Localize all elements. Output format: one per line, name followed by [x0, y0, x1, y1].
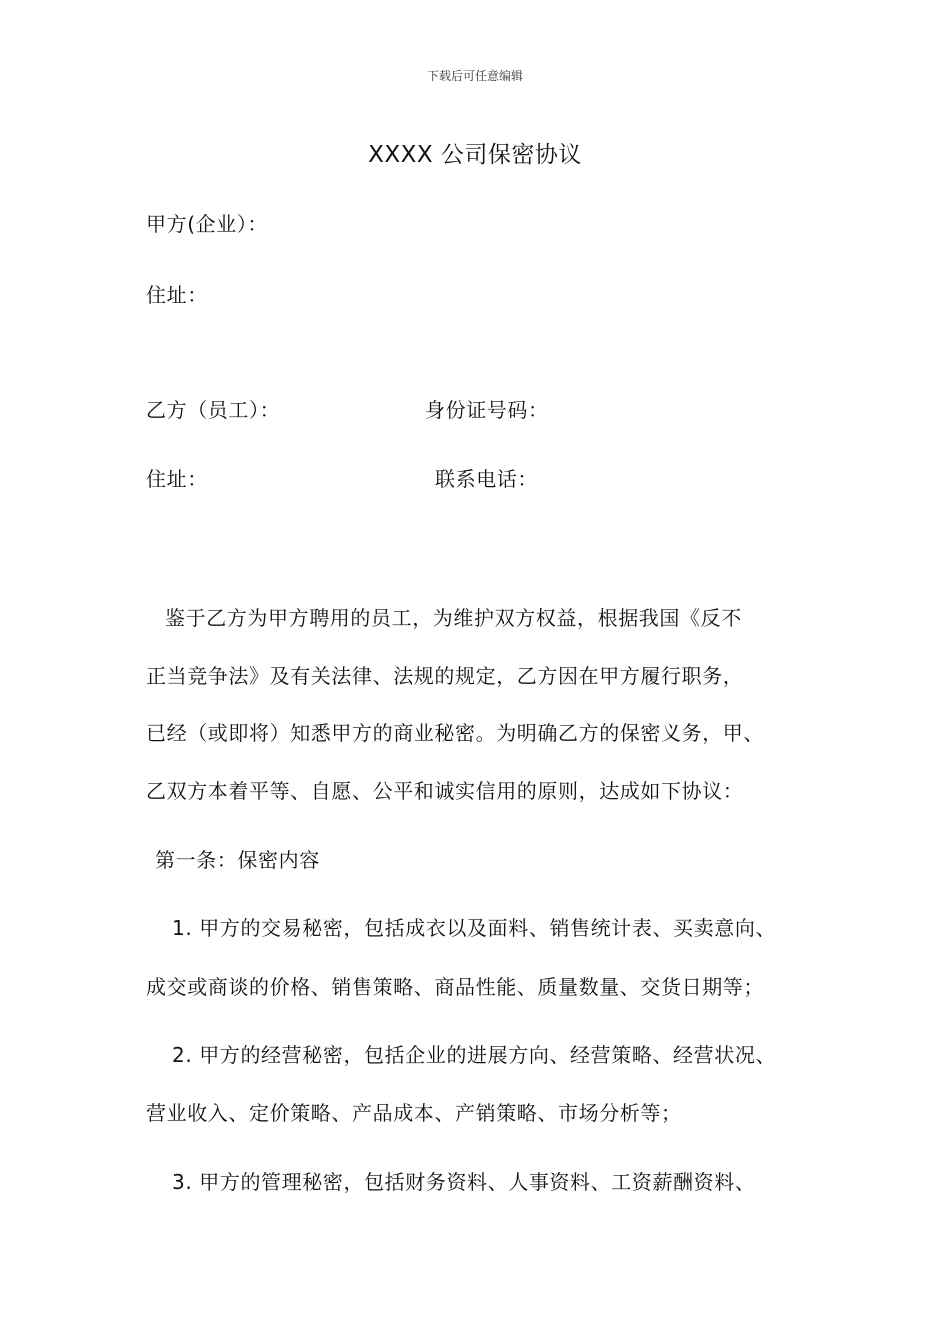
- preamble-line: 已经（或即将）知悉甲方的商业秘密。为明确乙方的保密义务，甲、: [146, 721, 764, 745]
- preamble-line: 正当竞争法》及有关法律、法规的规定，乙方因在甲方履行职务，: [146, 664, 744, 688]
- party-b-id-label: 身份证号码：: [425, 398, 549, 422]
- list-item-line: 2. 甲方的经营秘密，包括企业的进展方向、经营策略、经营状况、: [172, 1043, 777, 1067]
- list-item-line: 1. 甲方的交易秘密，包括成衣以及面料、销售统计表、买卖意向、: [172, 916, 777, 940]
- document-title: XXXX 公司保密协议: [368, 142, 582, 168]
- preamble-line: 鉴于乙方为甲方聘用的员工，为维护双方权益，根据我国《反不: [165, 606, 742, 630]
- article-heading: 第一条：保密内容: [155, 848, 320, 872]
- party-a-address-label: 住址：: [146, 283, 208, 307]
- party-a-label: 甲方(企业）：: [146, 212, 269, 236]
- list-item-line: 营业收入、定价策略、产品成本、产销策略、市场分析等；: [146, 1101, 682, 1125]
- list-item-line: 3. 甲方的管理秘密，包括财务资料、人事资料、工资薪酬资料、: [172, 1170, 756, 1194]
- party-b-phone-label: 联系电话：: [435, 467, 538, 491]
- party-b-address-label: 住址：: [146, 467, 208, 491]
- preamble-line: 乙双方本着平等、自愿、公平和诚实信用的原则，达成如下协议：: [146, 779, 744, 803]
- list-item-line: 成交或商谈的价格、销售策略、商品性能、质量数量、交货日期等；: [146, 975, 764, 999]
- header-note: 下载后可任意编辑: [426, 69, 523, 83]
- party-b-label: 乙方（员工）：: [146, 398, 281, 422]
